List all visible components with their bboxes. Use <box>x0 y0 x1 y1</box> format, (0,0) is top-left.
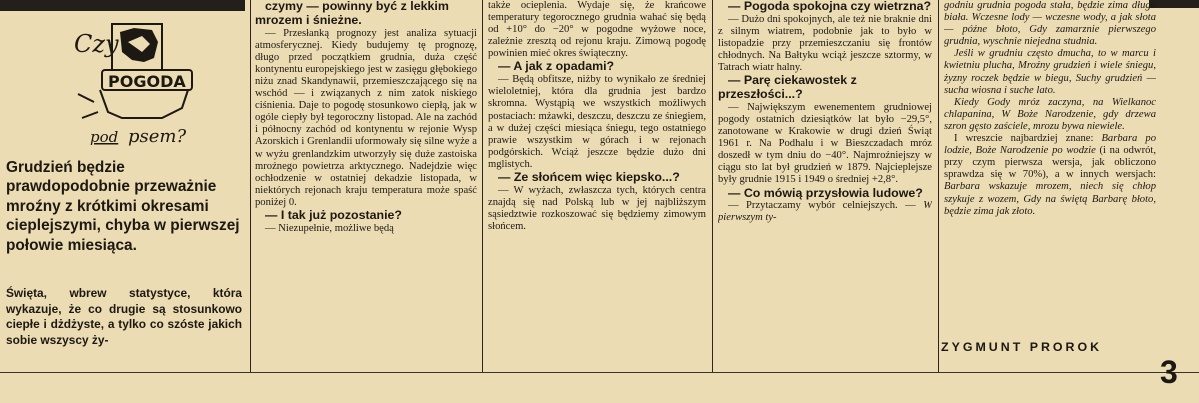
column-rule <box>482 0 483 372</box>
article-paragraph: także ocieplenia. Wydaje się, że krańcowe temperatury tegorocznego grudnia wahać się będą od +10° do −20° w pogodne wyżowe noce, zależnie zresztą od rejonu kraju. Zimową pogodę powinien mieć okres świąteczny. <box>488 0 706 60</box>
section-heading: — I tak już pozostanie? <box>265 208 402 222</box>
column-rule <box>938 0 939 372</box>
article-column-4 <box>718 0 932 370</box>
bottom-rule <box>0 372 1199 373</box>
proverb-paragraph: Kiedy Gody mróz zaczyna, na Wielkanoc chlapanina, W Boże Narodzenie, gdy drzewa szron gęsto zaściele, mrozu bywa niewiele. <box>944 96 1156 132</box>
article-paragraph: — Przesłanką prognozy jest analiza sytuacji atmosferycznej. Kiedy budujemy tę prognozę, długo przed początkiem grudnia, duża część kontynentu europejskiego jest w zasięgu głębokiego niżu znad Skandynawii, przemieszczającego się na wschód — i związanych z nim zatok niskiego ciśnienia. Daje to pogodę stosunkowo ciepłą, jak w ogóle ciepły był tegoroczny listopad. Ale na zachód i północny zachód od kontynentu w rejonie Wysp Azorskich i Grenlandii uformowały się silne wyże a w wyżu grenlandzkim utworzyły się duże zastoiska mroźnego powietrza arktycznego. Nadejdzie więc ochłodzenie w ostatniej dekadzie listopada, w niektórych rejonach kraju temperatura może spaść poniżej 0. <box>255 27 477 208</box>
page-number: 3 <box>1160 354 1178 390</box>
text-run: I wreszcie najbardziej znane: <box>954 133 1094 145</box>
lede-headline: Grudzień będzie prawdopodobnie przeważnie mroźny z krótkimi okresami cieplejszymi, chyba w pierwszej połowie miesiąca. <box>6 159 240 254</box>
section-heading: — Ze słońcem więc kiepsko...? <box>498 170 680 185</box>
italic-run: Barbara po lodzie, Boże Narodzenie po wodzie <box>944 133 1156 157</box>
column-rule <box>250 0 251 372</box>
dog-weather-logo-icon <box>72 22 202 150</box>
lead-paragraph: Święta, wbrew statystyce, która wykazuje, że co drugie są stosunkowo ciepłe i dżdżyste, a tylko co szóste jakich sobie wszyscy ży- <box>6 286 242 347</box>
article-paragraph: — W wyżach, zwłaszcza tych, których centra znajdą się nad Polską lub w jej najbliższym sąsiedztwie rozkoszować się będziemy zimowym słońcem. <box>488 184 706 233</box>
article-paragraph: — Największym ewenementem grudniowej pogody ostatnich dziesiątków lat było −29,5°, zanotowane w Krakowie w drugi dzień Świąt 1961 r. Na Podhalu i w Bieszczadach mróz doszedł w tym dniu do −40°. Najmroźniejszy w ciągu sto lat był grudzień w 1879. Najcieplejsze były grudnie 1915 i 1949 o średniej +2,8°. <box>718 101 932 186</box>
article-paragraph: — Dużo dni spokojnych, ale też nie braknie dni z silnym wiatrem, podobnie jak to było w listopadzie przy przemieszczaniu się frontów chłodnych. Na Bałtyku wciąż jeszcze sztormy, w Tatrach wiatr halny. <box>718 13 932 74</box>
logo-text-psem: psem? <box>128 126 187 147</box>
logo-text-pod: pod <box>90 128 119 146</box>
italic-run: W pierwszym ty- <box>718 200 932 224</box>
column-rule <box>712 0 713 372</box>
section-heading: — A jak z opadami? <box>498 59 615 74</box>
logo-text-pogoda: POGODA <box>108 72 186 91</box>
article-column-2 <box>255 0 477 370</box>
text-run: — Przytaczamy wybór celniejszych. — <box>728 200 916 212</box>
logo-text-czy: Czy <box>74 30 119 58</box>
section-heading: czymy — powinny być z lekkim mrozem i śnieżne. <box>255 0 449 27</box>
article-paragraph: — Będą obfitsze, niżby to wynikało ze średniej wieloletniej, która dla grudnia jest bardzo skromna. Wystąpią we wszystkich możliwych postaciach: mżawki, deszczu, deszczu ze śniegiem, a w dużej części miesiąca śniegu, tego ostatniego prawie wszystkim w górach i w rejonach podgórskich. Wciąż jeszcze będzie dużo dni mglistych. <box>488 74 706 170</box>
article-paragraph: — Niezupełnie, możliwe będą <box>265 222 394 234</box>
article-column-3 <box>488 0 706 370</box>
proverb-paragraph: godniu grudnia pogoda stała, będzie zima długo biała. Wczesne lody — wczesne wody, a jak słota — późne błoto, Gdy zamarznie pierwszego grudnia, wyschnie niejedna studnia. <box>944 0 1156 48</box>
author-signature: ZYGMUNT PROROK <box>941 340 1103 354</box>
section-heading: — Parę ciekawostek z przeszłości...? <box>718 73 857 102</box>
proverb-paragraph: Jeśli w grudniu często dmucha, to w marcu i kwietniu plucha, Mroźny grudzień i wiele śniegu, żyzny roczek będzie w biegu, Suchy grudzień — sucha wiosna i suche lato. <box>944 48 1156 96</box>
section-heading: — Pogoda spokojna czy wietrzna? <box>728 0 932 13</box>
header-black-bar <box>0 0 245 11</box>
section-heading: — Co mówią przysłowia ludowe? <box>728 185 923 200</box>
text-run: (i na odwrót, przy czym pierwsza wersja, jak obliczono sprawdza się w 70%), a w innych wersjach: <box>944 145 1156 181</box>
italic-run: Barbara wskazuje mrozem, niech się chłop szykuje z wozem, Gdy na świętą Barbarę błoto, będzie zima jak złoto. <box>944 181 1156 217</box>
article-paragraph <box>718 200 932 224</box>
header-black-bar-right <box>1149 0 1199 8</box>
article-paragraph <box>944 133 1156 218</box>
article-column-5 <box>944 0 1156 338</box>
